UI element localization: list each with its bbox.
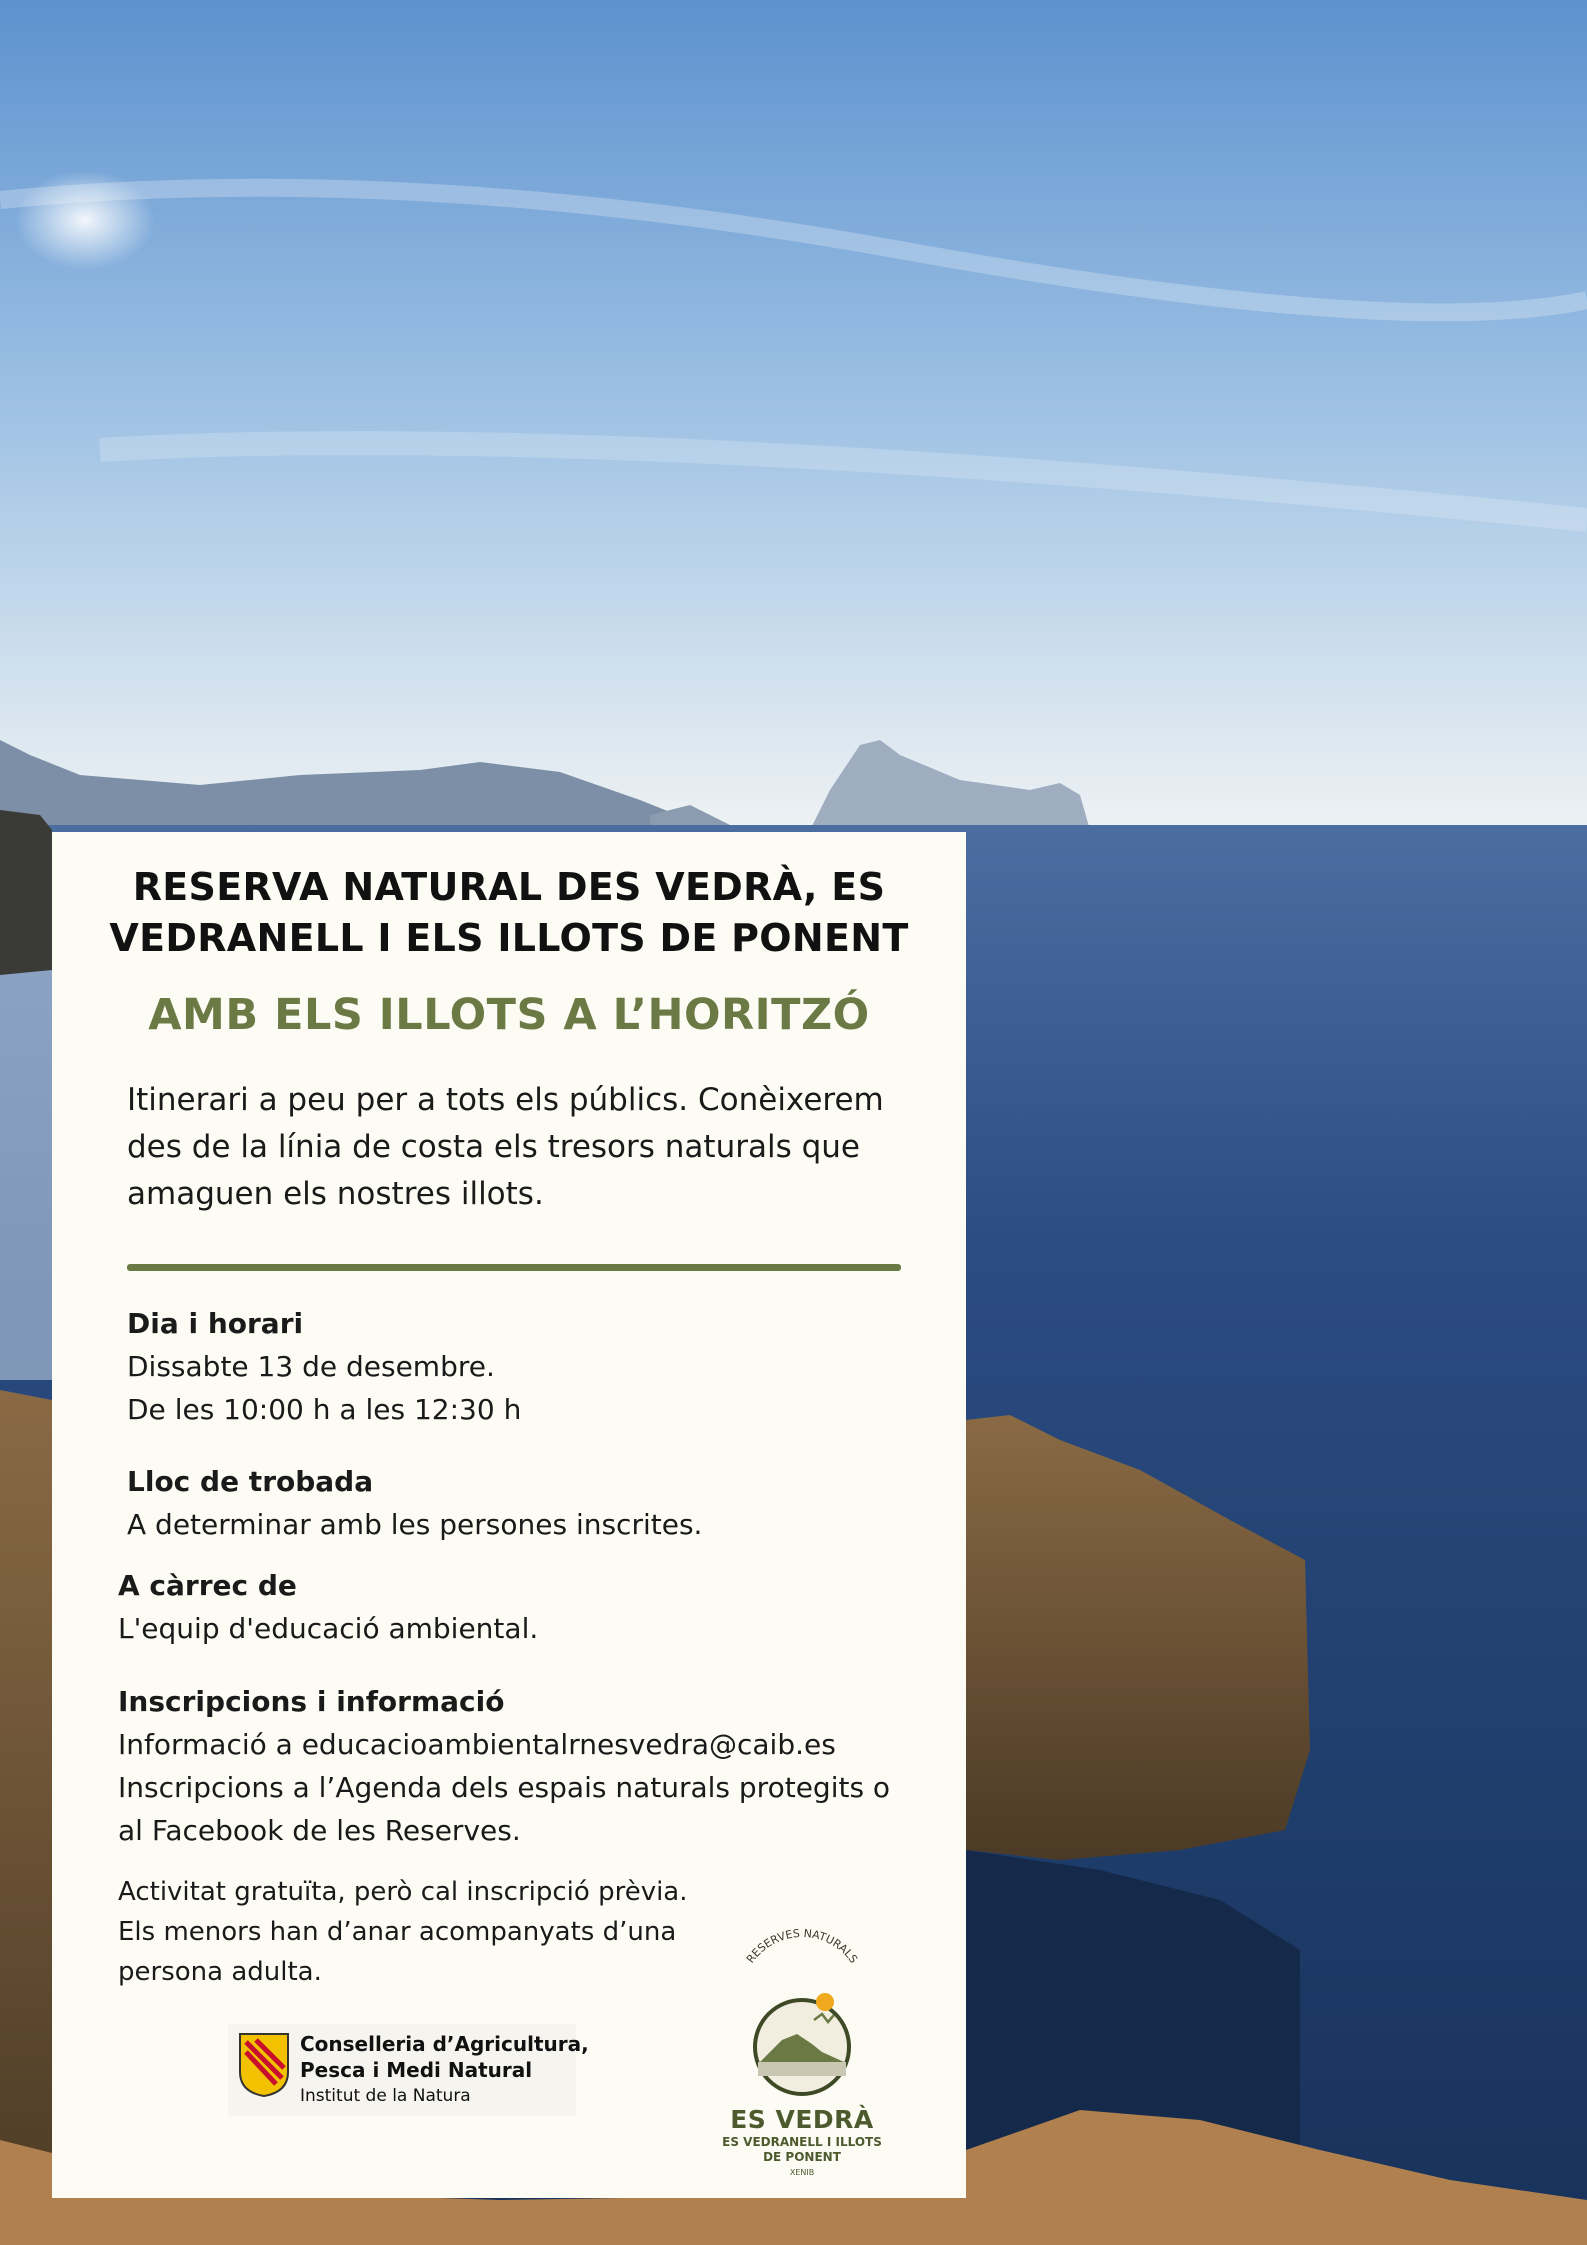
reserve-emblem-icon [702, 1922, 902, 2102]
intro-line-2: des de la línia de costa els tresors naturals que [127, 1129, 860, 1165]
reserve-name: ES VEDRÀ [730, 2105, 874, 2134]
reserve-title [52, 862, 966, 964]
svg-text:RESERVES NATURALS [744, 1927, 860, 1966]
divider [127, 1264, 901, 1271]
registration-email: Informació a educacioambientalrnesvedra@caib.es [118, 1728, 836, 1761]
note-line-1: Activitat gratuïta, però cal inscripció prèvia. [118, 1877, 688, 1907]
reserve-subtitle-2: DE PONENT [763, 2150, 841, 2164]
guide-heading: A càrrec de [118, 1569, 297, 1602]
activity-title: AMB ELS ILLOTS A L’HORITZÓ [148, 990, 870, 1040]
intro-text [127, 1077, 927, 1218]
note-line-3: persona adulta. [118, 1957, 322, 1987]
reserve-arc-text: RESERVES NATURALS [743, 1926, 861, 1966]
meeting-heading: Lloc de trobada [127, 1465, 374, 1498]
schedule-section [127, 1302, 521, 1431]
conselleria-line-3: Institut de la Natura [300, 2086, 471, 2106]
title-line-1: RESERVA NATURAL DES VEDRÀ, ES [132, 865, 886, 909]
registration-line-2: Inscripcions a l’Agenda dels espais naturals protegits o [118, 1771, 891, 1804]
meeting-section [127, 1460, 702, 1546]
reserve-subtitle [702, 2135, 902, 2165]
registration-heading: Inscripcions i informació [118, 1685, 505, 1718]
reserve-subtitle-1: ES VEDRANELL I ILLOTS [722, 2135, 882, 2149]
guide-section [118, 1564, 538, 1650]
intro-line-1: Itinerari a peu per a tots els públics. Conèixerem [127, 1082, 884, 1118]
schedule-time: De les 10:00 h a les 12:30 h [127, 1393, 522, 1426]
registration-line-3: al Facebook de les Reserves. [118, 1814, 521, 1847]
conselleria-line-2: Pesca i Medi Natural [300, 2058, 533, 2082]
schedule-date: Dissabte 13 de desembre. [127, 1350, 495, 1383]
meeting-text: A determinar amb les persones inscrites. [127, 1508, 703, 1541]
note-line-2: Els menors han d’anar acompanyats d’una [118, 1917, 677, 1947]
intro-line-3: amaguen els nostres illots. [127, 1176, 544, 1212]
free-activity-note [118, 1872, 718, 1992]
registration-section [118, 1680, 890, 1852]
info-panel [52, 832, 966, 2198]
es-vedra-logo [702, 1922, 902, 2177]
guide-text: L'equip d'educació ambiental. [118, 1612, 539, 1645]
balearic-shield-icon [238, 2032, 290, 2098]
conselleria-line-1: Conselleria d’Agricultura, [300, 2032, 589, 2056]
conselleria-logo [228, 2024, 589, 2116]
reserve-tag: XENIB [789, 2168, 815, 2177]
schedule-heading: Dia i horari [127, 1307, 304, 1340]
title-line-2: VEDRANELL I ELS ILLOTS DE PONENT [109, 916, 909, 960]
